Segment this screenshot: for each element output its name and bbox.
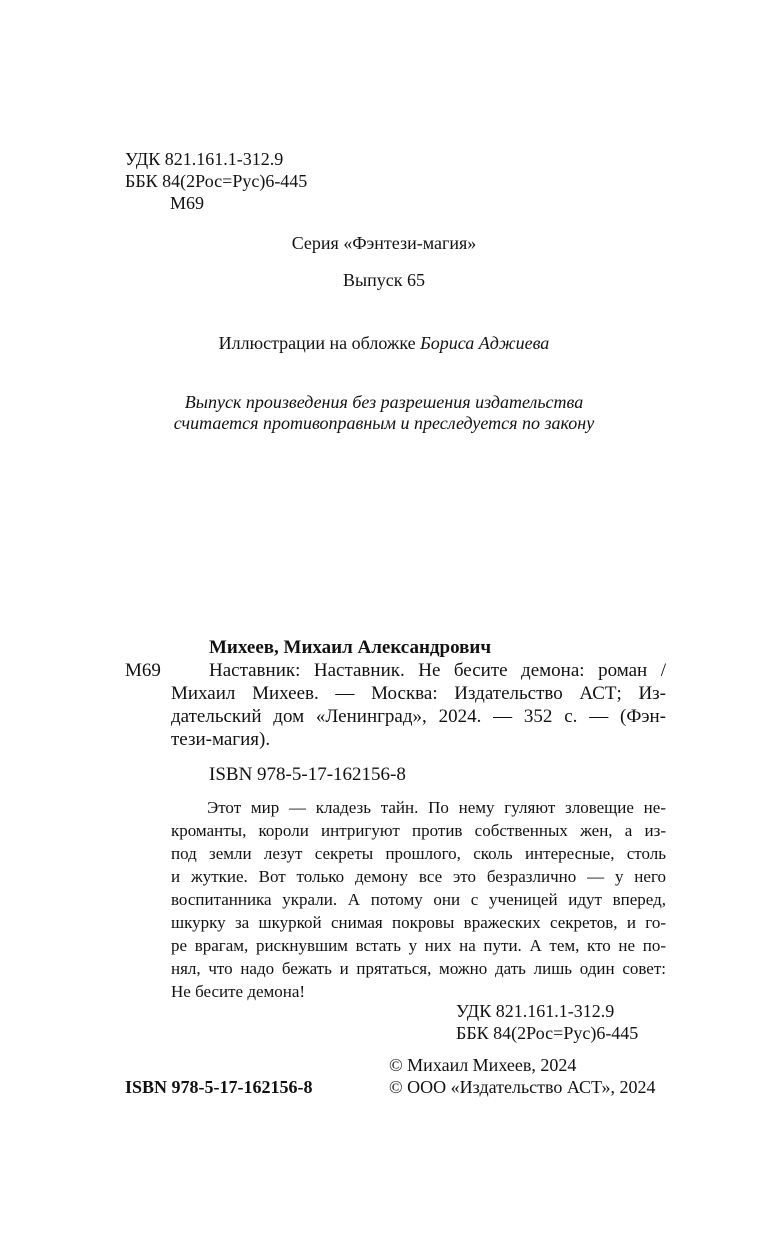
- record-line-1: Наставник: Наставник. Не бесите демона: роман /: [209, 660, 666, 681]
- udk-top: УДК 821.161.1-312.9: [125, 149, 284, 169]
- annotation-line-2: кроманты, короли интригуют против собственных жен, а из-: [171, 821, 666, 840]
- annotation-line-7: ре врагам, рискнувшим встать у них на пути. А тем, кто не по-: [171, 936, 666, 955]
- record-mark: М69: [125, 660, 161, 681]
- illustrations-credit: [0, 332, 768, 354]
- copyright-warning-line-2: считается противоправным и преследуется по закону: [173, 413, 595, 433]
- copyright-author: © Михаил Михеев, 2024: [389, 1055, 577, 1075]
- annotation-line-5: воспитанника украли. А потому они с ученицей идут вперед,: [171, 890, 666, 909]
- record-isbn: ISBN 978-5-17-162156-8: [209, 764, 406, 785]
- illustrations-artist: Бориса Аджиева: [420, 333, 550, 353]
- annotation-line-9: Не бесите демона!: [171, 982, 306, 1001]
- footer-isbn: ISBN 978-5-17-162156-8: [125, 1077, 313, 1097]
- record-line-3: дательский дом «Ленинград», 2024. — 352 с. — (Фэн-: [171, 706, 666, 727]
- bbk-bottom: ББК 84(2Рос=Рус)6-445: [456, 1023, 639, 1043]
- author-heading: Михеев, Михаил Александрович: [209, 637, 492, 658]
- issue-line: Выпуск 65: [343, 270, 425, 290]
- illustrations-prefix: Иллюстрации на обложке: [218, 333, 421, 353]
- udk-bottom: УДК 821.161.1-312.9: [456, 1001, 615, 1021]
- series-line: Серия «Фэнтези-магия»: [291, 233, 477, 253]
- copyright-publisher: © ООО «Издательство АСТ», 2024: [389, 1077, 656, 1097]
- author-mark-top: М69: [170, 193, 205, 213]
- annotation-line-3: под земли лезут секреты прошлого, сколь интересные, столь: [171, 844, 666, 863]
- record-line-4: тези-магия).: [171, 729, 271, 750]
- annotation-line-4: и жуткие. Вот только демону все это безразлично — у него: [171, 867, 666, 886]
- annotation-line-1: Этот мир — кладезь тайн. По нему гуляют зловещие не-: [207, 798, 666, 817]
- record-line-2: Михаил Михеев. — Москва: Издательство АСТ; Из-: [171, 683, 666, 704]
- copyright-warning-line-1: Выпуск произведения без разрешения издательства: [184, 392, 584, 412]
- bbk-top: ББК 84(2Рос=Рус)6-445: [125, 171, 308, 191]
- annotation-line-8: нял, что надо бежать и прятаться, можно дать лишь один совет:: [171, 959, 666, 978]
- annotation-line-6: шкурку за шкуркой снимая покровы вражеских секретов, и го-: [171, 913, 666, 932]
